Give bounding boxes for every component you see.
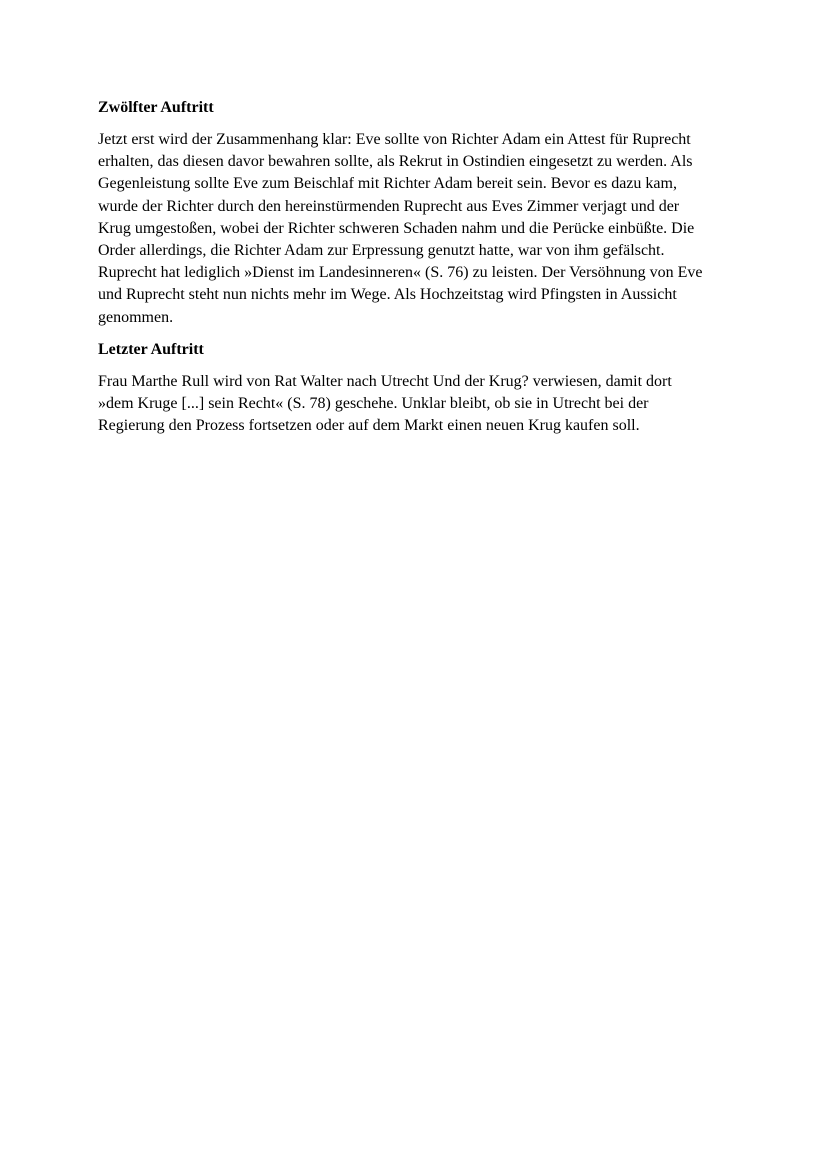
paragraph-line: Jetzt erst wird der Zusammenhang klar: Eve sollte von Richter Adam ein Attest für Ruprecht <box>98 131 691 148</box>
paragraph-line: Gegenleistung sollte Eve zum Beischlaf mit Richter Adam bereit sein. Bevor es dazu kam, <box>98 175 677 193</box>
section-paragraph <box>98 129 748 329</box>
section-heading: Zwölfter Auftritt <box>98 99 214 116</box>
paragraph-line: und Ruprecht steht nun nichts mehr im Wege. Als Hochzeitstag wird Pfingsten in Aussicht <box>98 286 677 304</box>
section-letzter-auftritt <box>98 339 748 438</box>
paragraph-line: Ruprecht hat lediglich »Dienst im Landesinneren« (S. 76) zu leisten. Der Versöhnung von Eve <box>98 264 703 282</box>
paragraph-line: Krug umgestoßen, wobei der Richter schweren Schaden nahm und die Perücke einbüßte. Die <box>98 219 695 237</box>
paragraph-line: genommen. <box>98 308 174 326</box>
paragraph-line: »dem Kruge [...] sein Recht« (S. 78) geschehe. Unklar bleibt, ob sie in Utrecht bei der <box>98 395 649 413</box>
paragraph-line: Regierung den Prozess fortsetzen oder auf dem Markt einen neuen Krug kaufen soll. <box>98 417 640 435</box>
document-content <box>98 97 748 447</box>
paragraph-line: wurde der Richter durch den hereinstürmenden Ruprecht aus Eves Zimmer verjagt und der <box>98 197 680 215</box>
paragraph-line: Order allerdings, die Richter Adam zur Erpressung genutzt hatte, war von ihm gefälscht. <box>98 242 665 260</box>
section-paragraph <box>98 371 748 438</box>
section-zwoelfter-auftritt <box>98 97 748 329</box>
paragraph-line: erhalten, das diesen davor bewahren sollte, als Rekrut in Ostindien eingesetzt zu werden. Als <box>98 153 693 171</box>
paragraph-line: Frau Marthe Rull wird von Rat Walter nach Utrecht Und der Krug? verwiesen, damit dort <box>98 372 672 390</box>
section-heading: Letzter Auftritt <box>98 340 204 358</box>
